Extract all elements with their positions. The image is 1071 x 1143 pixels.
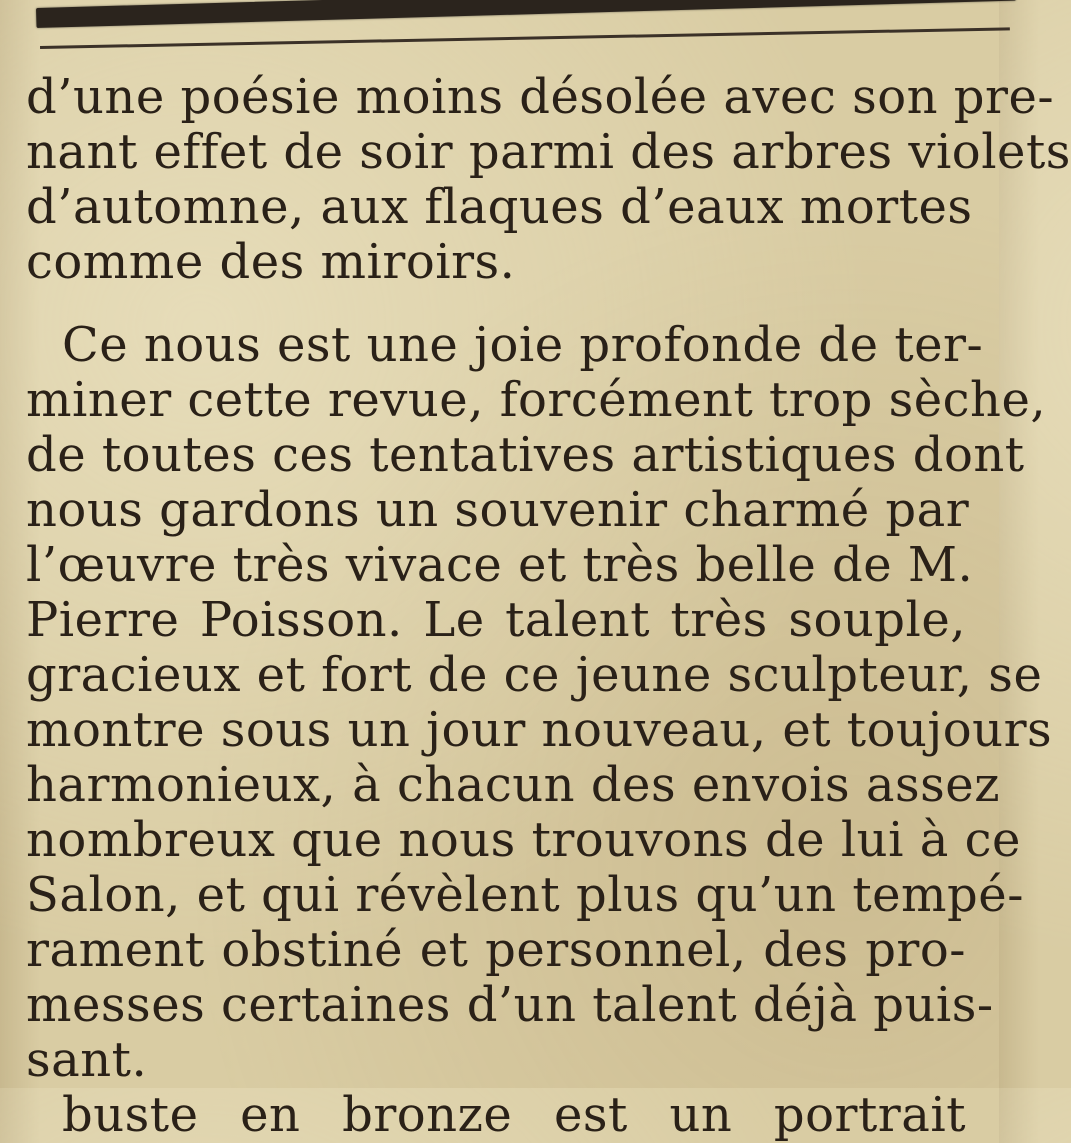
text-line: de toutes ces tentatives artistiques dont — [26, 427, 1025, 483]
header-rule-thin — [40, 27, 1010, 49]
text-line-cutoff: buste en bronze est un portrait — [62, 1087, 966, 1143]
text-line: nous gardons un souvenir charmé par — [26, 482, 970, 538]
text-line: sant. — [26, 1032, 148, 1088]
text-line: l’œuvre très vivace et très belle de M. — [26, 537, 974, 593]
text-line: montre sous un jour nouveau, et toujours — [26, 702, 1053, 758]
text-line: Salon, et qui révèlent plus qu’un tempé- — [26, 867, 1024, 923]
paragraph-gap — [26, 290, 966, 318]
text-line: nant effet de soir parmi des arbres violets — [26, 124, 1071, 180]
paragraph-3-partial — [26, 1087, 966, 1143]
text-line: miner cette revue, forcément trop sèche, — [26, 372, 1047, 428]
text-line: rament obstiné et personnel, des pro- — [26, 922, 966, 978]
text-line: messes certaines d’un talent déjà puis- — [26, 977, 994, 1033]
text-line: d’automne, aux flaques d’eaux mortes — [26, 179, 973, 235]
text-line: d’une poésie moins désolée avec son pre- — [26, 69, 1055, 125]
text-line: comme des miroirs. — [26, 234, 516, 290]
text-line: Pierre Poisson. Le talent très souple, — [26, 592, 966, 648]
paragraph-1 — [26, 69, 1071, 290]
text-line: nombreux que nous trouvons de lui à ce — [26, 812, 1021, 868]
paragraph-2 — [26, 317, 1053, 1088]
text-line: Ce nous est une joie profonde de ter- — [62, 317, 984, 373]
text-line: gracieux et fort de ce jeune sculpteur, se — [26, 647, 1043, 703]
text-column — [26, 69, 1071, 1143]
header-rule-thick — [36, 0, 1016, 28]
text-line: harmonieux, à chacun des envois assez — [26, 757, 1000, 813]
